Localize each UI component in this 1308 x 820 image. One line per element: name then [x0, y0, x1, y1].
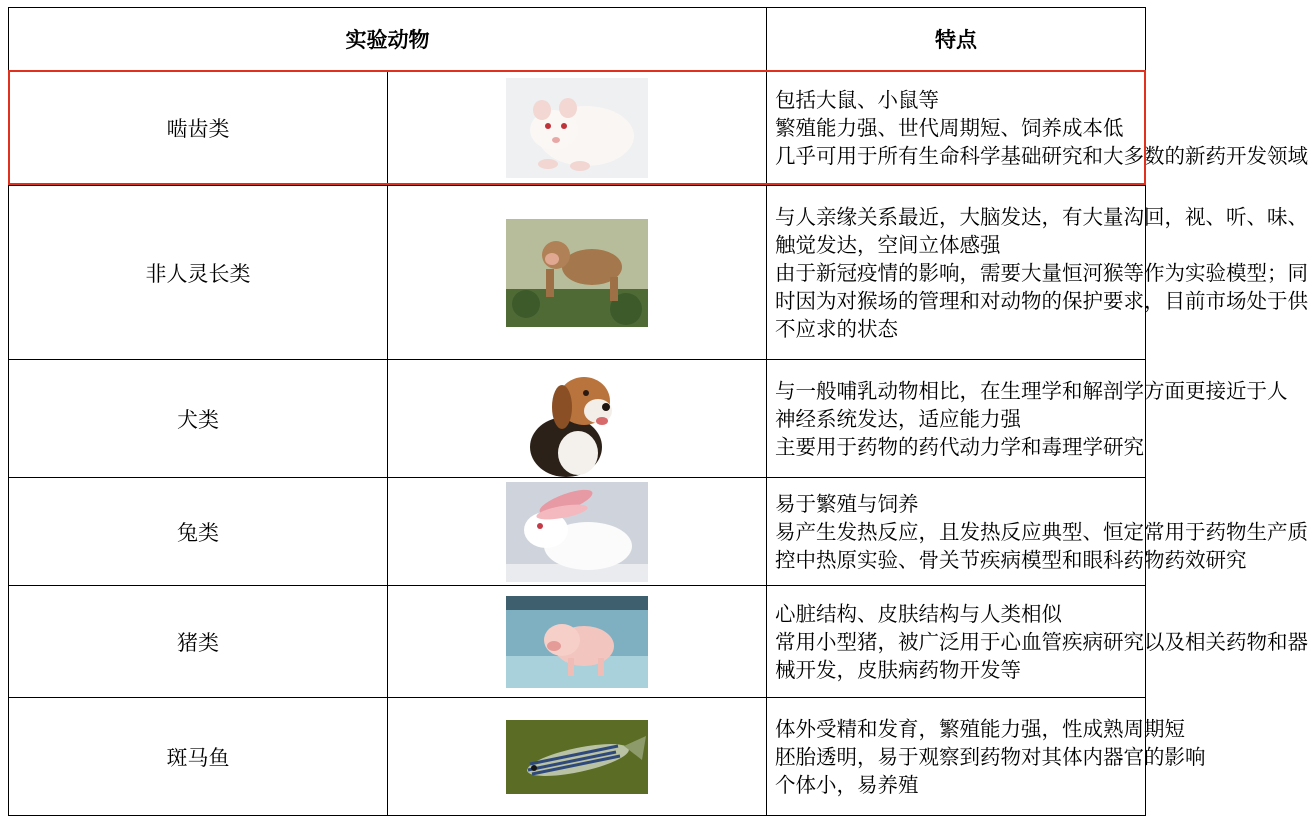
feature-line: 心脏结构、皮肤结构与人类相似: [775, 601, 1062, 626]
animal-image-cell: [388, 586, 767, 698]
header-row: [9, 8, 1146, 71]
feature-line: 包括大鼠、小鼠等: [775, 88, 939, 112]
feature-line: 时因为对猴场的管理和对动物的保护要求，目前市场处于供: [775, 288, 1308, 313]
animal-name: 猪类: [9, 586, 388, 698]
animal-name: 犬类: [9, 360, 388, 478]
table-row: [9, 186, 1146, 360]
feature-line: 易于繁殖与饲养: [775, 491, 919, 516]
feature-line: 控中热原实验、骨关节疾病模型和眼科药物药效研究: [775, 547, 1247, 572]
table-row: [9, 698, 1146, 816]
feature-line: 不应求的状态: [775, 316, 898, 341]
piglet-photo: [506, 596, 648, 688]
feature-line: 体外受精和发育，繁殖能力强，性成熟周期短: [775, 716, 1185, 741]
feature-line: 神经系统发达，适应能力强: [775, 406, 1021, 431]
feature-line: 几乎可用于所有生命科学基础研究和大多数的新药开发领域: [775, 144, 1308, 168]
animal-name: 斑马鱼: [9, 698, 388, 816]
animal-image-cell: [388, 71, 767, 186]
animal-image-cell: [388, 698, 767, 816]
feature-line: 由于新冠疫情的影响，需要大量恒河猴等作为实验模型；同: [775, 260, 1308, 285]
features-cell: [767, 586, 1308, 698]
feature-line: 触觉发达，空间立体感强: [775, 232, 1001, 257]
monkey-photo: [506, 219, 648, 327]
animal-image-cell: [388, 360, 767, 478]
feature-line: 易产生发热反应，且发热反应典型、恒定常用于药物生产质: [775, 519, 1308, 544]
animal-name: 兔类: [9, 478, 388, 586]
animal-table: [8, 7, 1308, 816]
animal-image-cell: [388, 478, 767, 586]
features-cell: [767, 186, 1308, 360]
feature-line: 与一般哺乳动物相比，在生理学和解剖学方面更接近于人: [775, 378, 1288, 403]
rat-photo: [506, 78, 648, 178]
animal-name: 非人灵长类: [9, 186, 388, 360]
table-row: [9, 71, 1146, 186]
features-cell: [767, 698, 1206, 816]
feature-line: 常用小型猪，被广泛用于心血管疾病研究以及相关药物和器: [775, 629, 1308, 654]
animal-name: 啮齿类: [9, 71, 388, 186]
feature-line: 个体小，易养殖: [775, 772, 919, 797]
feature-line: 胚胎透明，易于观察到药物对其体内器官的影响: [775, 744, 1206, 769]
feature-line: 繁殖能力强、世代周期短、饲养成本低: [775, 116, 1124, 140]
feature-line: 械开发，皮肤病药物开发等: [775, 657, 1021, 682]
rabbit-photo: [506, 482, 648, 582]
header-features: 特点: [767, 8, 1146, 71]
features-cell: [767, 478, 1308, 586]
animal-image-cell: [388, 186, 767, 360]
header-animal: 实验动物: [9, 8, 767, 71]
features-cell: [767, 360, 1288, 478]
table-row: [9, 360, 1146, 478]
features-cell: [767, 71, 1308, 186]
table-row: [9, 478, 1146, 586]
feature-line: 主要用于药物的药代动力学和毒理学研究: [775, 434, 1144, 459]
beagle-photo: [522, 363, 632, 475]
feature-line: 与人亲缘关系最近，大脑发达，有大量沟回，视、听、味、: [775, 204, 1308, 229]
zebrafish-photo: [506, 720, 648, 794]
table-row: [9, 586, 1146, 698]
